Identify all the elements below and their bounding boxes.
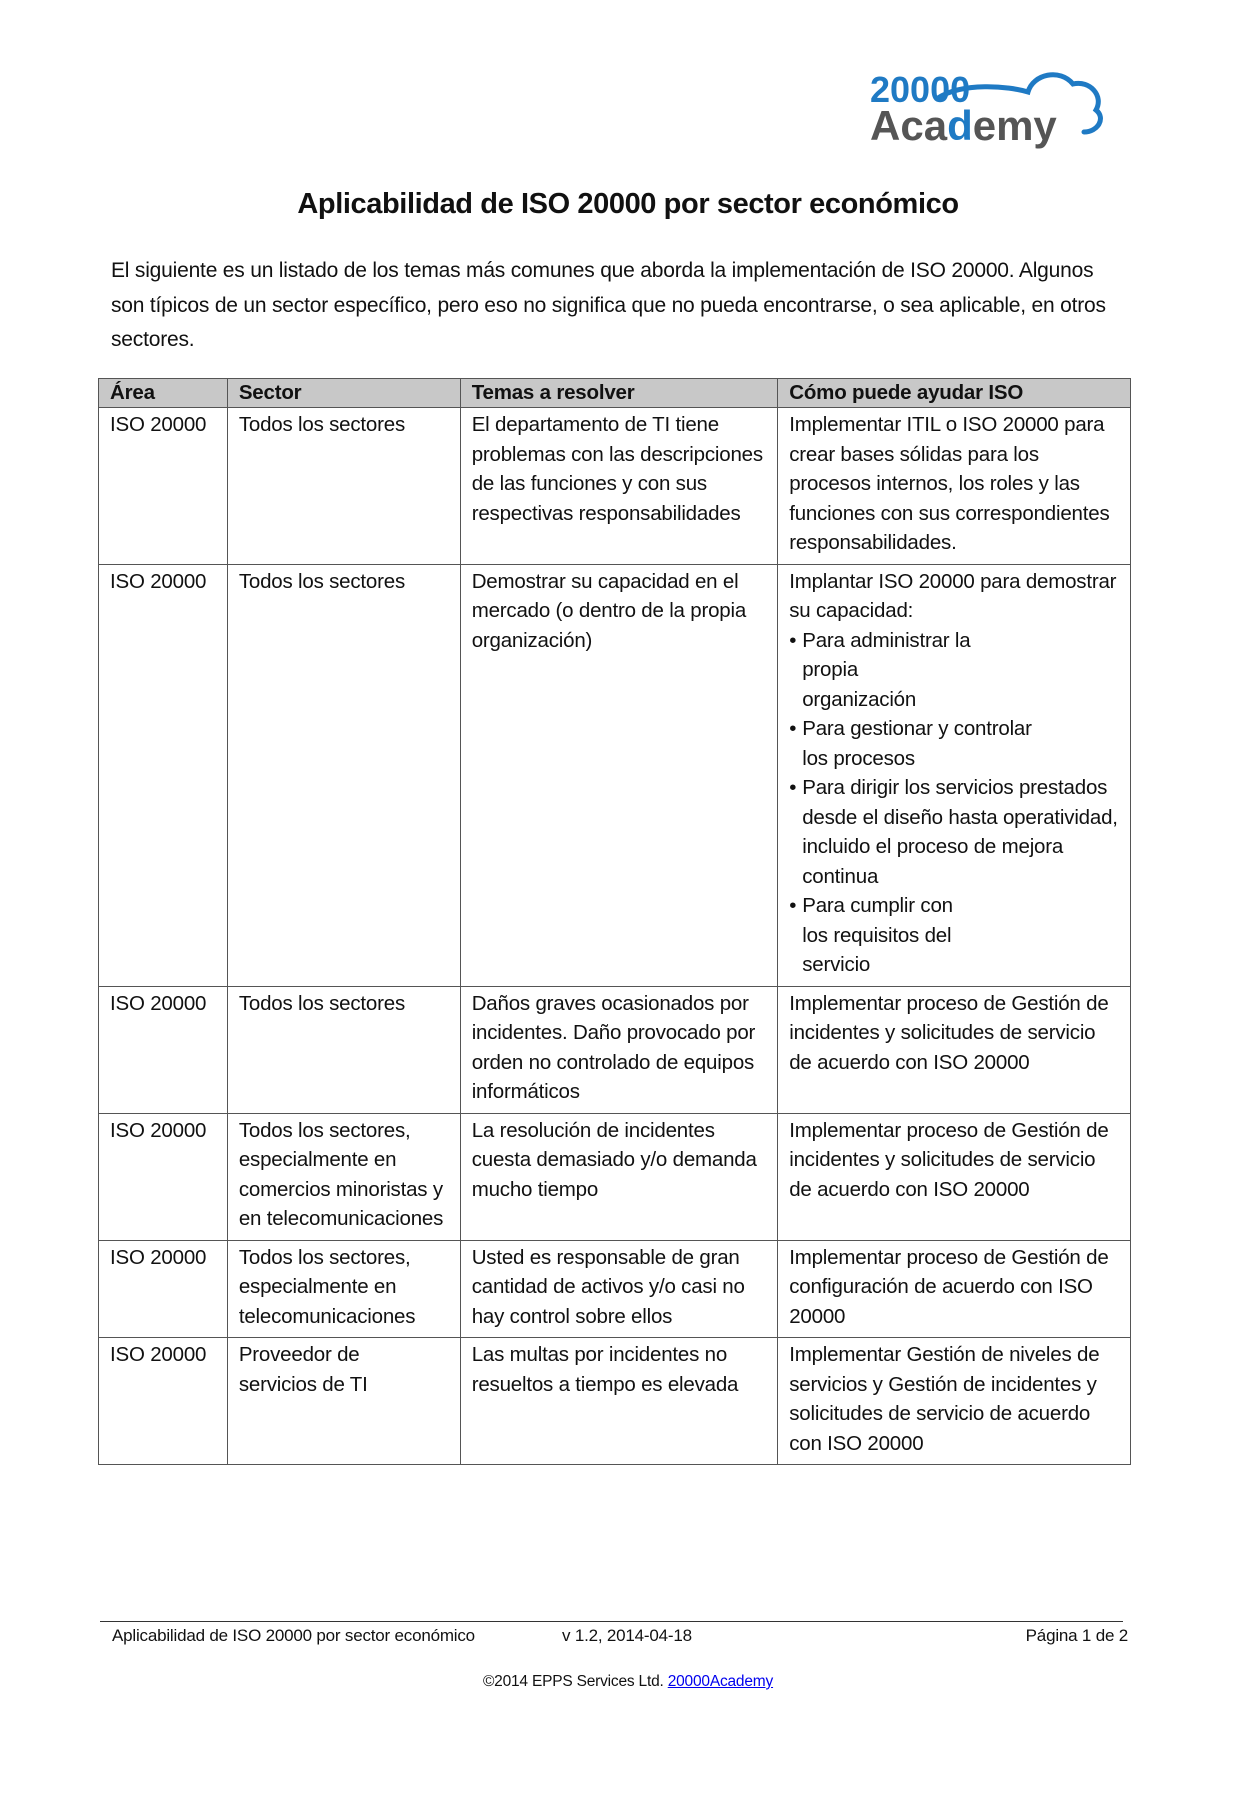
cell-ayuda: Implementar ITIL o ISO 20000 para crear bases sólidas para los procesos internos, los roles y las funciones con sus correspondientes responsabilidades. [778, 408, 1131, 565]
cell-area: ISO 20000 [99, 986, 228, 1113]
applicability-table [98, 378, 1131, 1465]
table-row [99, 564, 1131, 986]
cell-temas: Las multas por incidentes no resueltos a tiempo es elevada [460, 1338, 778, 1465]
bullet-item: • Para dirigir los servicios prestados desde el diseño hasta operatividad, incluido el proceso de mejora continua [789, 773, 1119, 891]
cell-sector: Todos los sectores [227, 564, 460, 986]
cell-sector: Todos los sectores [227, 408, 460, 565]
logo-text-d: d [947, 102, 973, 149]
footer-divider [100, 1621, 1123, 1622]
logo-text-emy: emy [972, 102, 1057, 149]
cell-sector: Todos los sectores [227, 986, 460, 1113]
table-row [99, 408, 1131, 565]
header-ayuda: Cómo puede ayudar ISO [778, 379, 1131, 408]
cell-ayuda: Implementar Gestión de niveles de servicios y Gestión de incidentes y solicitudes de servicio de acuerdo con ISO 20000 [778, 1338, 1131, 1465]
logo-20000academy [868, 62, 1108, 152]
footer-doc-title: Aplicabilidad de ISO 20000 por sector económico [112, 1626, 475, 1645]
page-title: Aplicabilidad de ISO 20000 por sector económico [297, 188, 959, 220]
intro-paragraph: El siguiente es un listado de los temas más comunes que aborda la implementación de ISO 20000. Algunos son típicos de un sector específico, pero eso no significa que no pueda encontrarse, o sea aplicable, en otros sectores. [111, 259, 1106, 351]
cell-ayuda: Implementar proceso de Gestión de configuración de acuerdo con ISO 20000 [778, 1240, 1131, 1338]
cell-temas: Usted es responsable de gran cantidad de activos y/o casi no hay control sobre ellos [460, 1240, 778, 1338]
table-row [99, 1240, 1131, 1338]
cell-sector [227, 1338, 460, 1465]
cell-ayuda [778, 564, 1131, 986]
table-row [99, 1113, 1131, 1240]
cell-area: ISO 20000 [99, 408, 228, 565]
bullet-item: • Para cumplir con los requisitos del servicio [789, 891, 967, 980]
cell-temas: La resolución de incidentes cuesta demasiado y/o demanda mucho tiempo [460, 1113, 778, 1240]
header-area: Área [99, 379, 228, 408]
table-row [99, 1338, 1131, 1465]
bullet-item: • Para gestionar y controlar los procesos [789, 714, 1042, 773]
cell-temas: Demostrar su capacidad en el mercado (o dentro de la propia organización) [460, 564, 778, 986]
header-temas: Temas a resolver [460, 379, 778, 408]
cell-sector: Todos los sectores, especialmente en telecomunicaciones [227, 1240, 460, 1338]
logo-text-20000: 20000 [870, 69, 971, 110]
logo-text-academy [870, 102, 1057, 149]
logo-graphic [868, 62, 1108, 152]
sector-text: Proveedor de servicios de TI [238, 1343, 368, 1396]
table-header-row [99, 379, 1131, 408]
cell-temas: El departamento de TI tiene problemas con las descripciones de las funciones y con sus respectivas responsabilidades [460, 408, 778, 565]
ayuda-intro: Implantar ISO 20000 para demostrar su capacidad: [789, 569, 1117, 622]
header-sector: Sector [227, 379, 460, 408]
footer-page-number: Página 1 de 2 [1025, 1626, 1128, 1645]
bullet-item: • Para administrar la propia organización [789, 626, 972, 715]
cell-area: ISO 20000 [99, 1338, 228, 1465]
cell-ayuda: Implementar proceso de Gestión de incidentes y solicitudes de servicio de acuerdo con ISO 20000 [778, 1113, 1131, 1240]
cell-temas: Daños graves ocasionados por incidentes. Daño provocado por orden no controlado de equipos informáticos [460, 986, 778, 1113]
footer-version: v 1.2, 2014-04-18 [562, 1626, 692, 1645]
ayuda-bullet-list [789, 626, 1119, 980]
table-row [99, 986, 1131, 1113]
logo-text-aca: Aca [870, 102, 948, 149]
cell-area: ISO 20000 [99, 564, 228, 986]
cell-area: ISO 20000 [99, 1240, 228, 1338]
copyright-line [0, 1673, 1256, 1691]
academy-link[interactable]: 20000Academy [667, 1673, 774, 1690]
cell-sector: Todos los sectores, especialmente en comercios minoristas y en telecomunicaciones [227, 1113, 460, 1240]
cell-ayuda: Implementar proceso de Gestión de incidentes y solicitudes de servicio de acuerdo con ISO 20000 [778, 986, 1131, 1113]
copyright-text: ©2014 EPPS Services Ltd. [482, 1673, 664, 1690]
cell-area: ISO 20000 [99, 1113, 228, 1240]
